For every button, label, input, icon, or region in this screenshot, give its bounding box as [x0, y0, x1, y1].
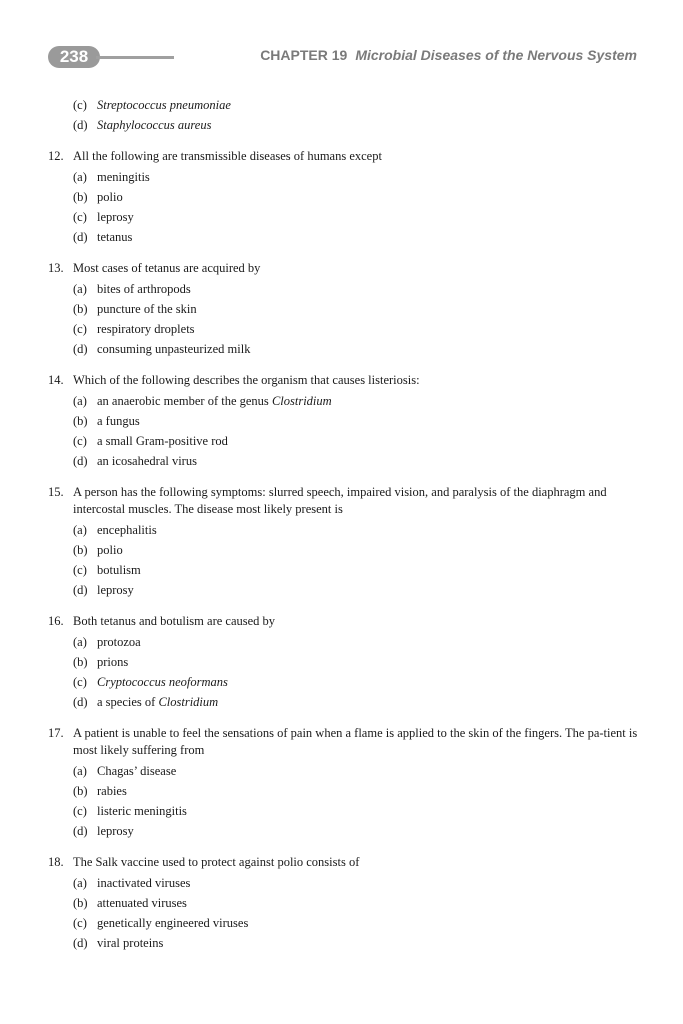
question-item — [48, 854, 638, 953]
answer-option — [48, 652, 638, 672]
option-letter: (a) — [73, 764, 87, 778]
answer-option — [48, 451, 638, 471]
answer-option — [48, 299, 638, 319]
option-text — [97, 279, 191, 299]
option-text-main: Cryptococcus neoformans — [97, 675, 228, 689]
option-text — [97, 652, 128, 672]
question-text: Which of the following describes the organism that causes listeriosis: — [73, 373, 420, 387]
question-item — [48, 260, 638, 359]
option-letter: (b) — [73, 784, 88, 798]
answer-option — [48, 781, 638, 801]
option-letter: (c) — [73, 210, 87, 224]
header-rule — [96, 56, 174, 59]
option-letter: (d) — [73, 454, 88, 468]
answer-option — [48, 319, 638, 339]
question-number: 17. — [48, 726, 64, 740]
option-text — [97, 391, 332, 411]
option-text-main: protozoa — [97, 635, 141, 649]
answer-option — [48, 391, 638, 411]
question-list — [48, 95, 638, 966]
question-stem — [48, 725, 638, 759]
question-item — [48, 725, 638, 841]
option-text — [97, 540, 123, 560]
answer-option — [48, 761, 638, 781]
answer-option — [48, 672, 638, 692]
option-text — [97, 431, 228, 451]
option-text — [97, 632, 141, 652]
answer-option — [48, 411, 638, 431]
question-item — [48, 613, 638, 712]
option-text — [97, 580, 134, 600]
option-text-main: an icosahedral virus — [97, 454, 197, 468]
option-text-main: listeric meningitis — [97, 804, 187, 818]
answer-option — [48, 540, 638, 560]
option-letter: (d) — [73, 583, 88, 597]
option-letter: (c) — [73, 804, 87, 818]
option-letter: (d) — [73, 230, 88, 244]
questions-container — [48, 148, 638, 953]
option-letter: (a) — [73, 394, 87, 408]
option-text — [97, 893, 187, 913]
option-text-main: a species of — [97, 695, 159, 709]
option-text-main: Streptococcus pneumoniae — [97, 98, 231, 112]
option-text — [97, 115, 211, 135]
option-text — [97, 913, 248, 933]
answer-option — [48, 279, 638, 299]
option-text-main: a small Gram-positive rod — [97, 434, 228, 448]
answer-option — [48, 167, 638, 187]
option-text — [97, 187, 123, 207]
option-letter: (c) — [73, 563, 87, 577]
option-text — [97, 761, 176, 781]
option-letter: (c) — [73, 916, 87, 930]
option-letter: (a) — [73, 523, 87, 537]
answer-option — [48, 692, 638, 712]
answer-option — [48, 207, 638, 227]
option-text-main: a fungus — [97, 414, 140, 428]
option-text-main: rabies — [97, 784, 127, 798]
option-text-main: Chagas’ disease — [97, 764, 177, 778]
option-letter: (b) — [73, 896, 88, 910]
option-text — [97, 227, 132, 247]
answer-option — [48, 187, 638, 207]
question-stem — [48, 484, 638, 518]
option-text — [97, 95, 231, 115]
option-letter: (a) — [73, 282, 87, 296]
answer-option — [48, 893, 638, 913]
option-text-main: viral proteins — [97, 936, 164, 950]
page-header — [0, 0, 683, 80]
option-text-main: Staphylococcus aureus — [97, 118, 212, 132]
option-text-main: tetanus — [97, 230, 133, 244]
option-text-main: leprosy — [97, 583, 134, 597]
option-text-main: botulism — [97, 563, 141, 577]
option-text-main: bites of arthropods — [97, 282, 191, 296]
option-text — [97, 692, 218, 712]
option-text — [97, 319, 195, 339]
option-text-main: encephalitis — [97, 523, 157, 537]
option-letter: (c) — [73, 322, 87, 336]
answer-option — [48, 339, 638, 359]
option-letter: (b) — [73, 302, 88, 316]
question-text: A patient is unable to feel the sensations of pain when a flame is applied to the skin of the fingers. The pa-tient is most likely suffering from — [73, 726, 638, 757]
chapter-title: Microbial Diseases of the Nervous System — [355, 47, 637, 63]
question-number: 16. — [48, 614, 64, 628]
option-text — [97, 451, 197, 471]
option-text — [97, 781, 127, 801]
option-letter: (b) — [73, 655, 88, 669]
question-number: 13. — [48, 261, 64, 275]
running-head — [260, 47, 637, 63]
chapter-label: CHAPTER 19 — [260, 47, 348, 63]
question-item — [48, 372, 638, 471]
option-text — [97, 560, 141, 580]
question-stem — [48, 613, 638, 630]
option-text — [97, 299, 197, 319]
question-stem — [48, 854, 638, 871]
option-letter: (c) — [73, 434, 87, 448]
question-text: All the following are transmissible diseases of humans except — [73, 149, 382, 163]
option-letter: (c) — [73, 675, 87, 689]
question-number: 18. — [48, 855, 64, 869]
answer-option — [48, 560, 638, 580]
answer-option — [48, 801, 638, 821]
option-letter: (b) — [73, 190, 88, 204]
option-text-main: puncture of the skin — [97, 302, 197, 316]
option-text-italic: Clostridium — [158, 695, 219, 709]
option-letter: (d) — [73, 118, 88, 132]
option-text-main: meningitis — [97, 170, 150, 184]
answer-option — [48, 580, 638, 600]
answer-option — [48, 431, 638, 451]
option-text-main: leprosy — [97, 824, 134, 838]
option-text-main: genetically engineered viruses — [97, 916, 249, 930]
question-text: A person has the following symptoms: slurred speech, impaired vision, and paralysis of the diaphragm and intercostal muscles. The disease most likely present is — [73, 485, 607, 516]
option-letter: (d) — [73, 342, 88, 356]
option-letter: (b) — [73, 543, 88, 557]
answer-option — [48, 95, 638, 115]
option-text-main: attenuated viruses — [97, 896, 187, 910]
option-text-main: leprosy — [97, 210, 134, 224]
question-number: 14. — [48, 373, 64, 387]
option-letter: (d) — [73, 936, 88, 950]
option-letter: (b) — [73, 414, 88, 428]
option-text — [97, 167, 150, 187]
option-text — [97, 801, 187, 821]
option-letter: (a) — [73, 635, 87, 649]
question-item — [48, 148, 638, 247]
option-letter: (c) — [73, 98, 87, 112]
option-text — [97, 821, 134, 841]
option-text-main: polio — [97, 190, 123, 204]
question-number: 15. — [48, 485, 64, 499]
option-text-main: inactivated viruses — [97, 876, 191, 890]
answer-option — [48, 632, 638, 652]
option-text — [97, 339, 250, 359]
question-text: Most cases of tetanus are acquired by — [73, 261, 261, 275]
question-text: The Salk vaccine used to protect against polio consists of — [73, 855, 360, 869]
question-item — [48, 484, 638, 600]
continued-options — [48, 95, 638, 135]
answer-option — [48, 115, 638, 135]
option-text — [97, 672, 228, 692]
question-stem — [48, 260, 638, 277]
question-text: Both tetanus and botulism are caused by — [73, 614, 276, 628]
page-number-badge: 238 — [48, 46, 100, 68]
answer-option — [48, 520, 638, 540]
question-number: 12. — [48, 149, 64, 163]
option-text-main: polio — [97, 543, 123, 557]
answer-option — [48, 913, 638, 933]
option-text-main: an anaerobic member of the genus — [97, 394, 272, 408]
option-text — [97, 520, 157, 540]
option-letter: (a) — [73, 170, 87, 184]
question-stem — [48, 148, 638, 165]
option-text-main: prions — [97, 655, 129, 669]
option-letter: (d) — [73, 695, 88, 709]
option-text — [97, 207, 134, 227]
option-text-main: respiratory droplets — [97, 322, 195, 336]
answer-option — [48, 873, 638, 893]
option-text-main: consuming unpasteurized milk — [97, 342, 251, 356]
option-text — [97, 411, 140, 431]
question-stem — [48, 372, 638, 389]
option-letter: (a) — [73, 876, 87, 890]
answer-option — [48, 933, 638, 953]
option-letter: (d) — [73, 824, 88, 838]
option-text — [97, 873, 190, 893]
option-text — [97, 933, 163, 953]
option-text-italic: Clostridium — [271, 394, 332, 408]
answer-option — [48, 227, 638, 247]
answer-option — [48, 821, 638, 841]
